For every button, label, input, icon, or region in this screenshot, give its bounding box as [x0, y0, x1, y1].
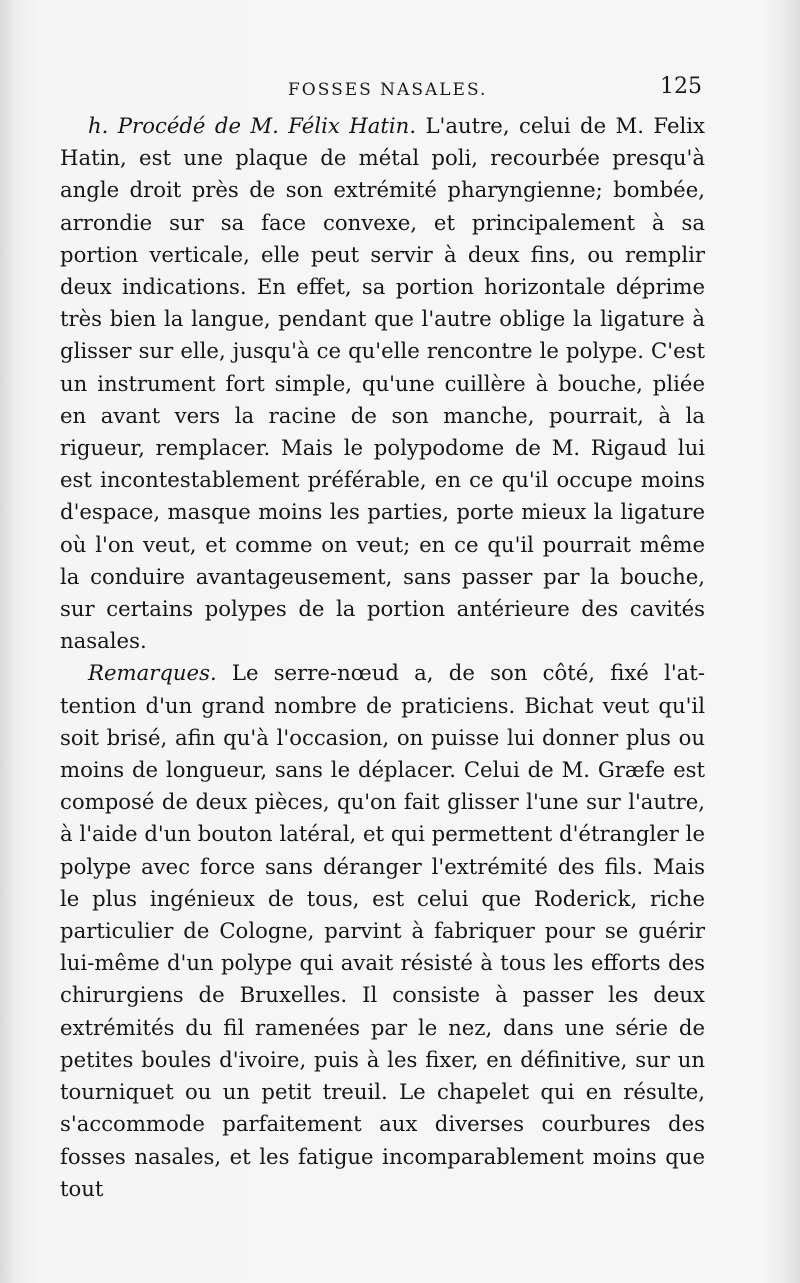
paragraph-procede-hatin [60, 110, 705, 657]
section-heading-procede-hatin: h. Procédé de M. Félix Hatin. [88, 113, 417, 138]
body-text [60, 110, 705, 1205]
page-header [60, 74, 710, 106]
section-heading-remarques: Remarques. [88, 660, 217, 686]
paragraph-remarques [60, 657, 705, 1204]
paragraph-text: L'autre, celui de M. Felix Hatin, est une plaque de métal poli, recourbée presqu'à angle droit près de son extrémité pharyngienne; bombée, arrondie sur sa face convexe, et principalement à sa portion verticale, elle peut servir à deux fins, ou remplir deux indications. En effet, sa portion horizontale déprime très bien la langue, pendant que l'autre oblige la ligature à glisser sur elle, jusqu'à ce qu'elle rencontre le polype. C'est un instrument fort simple, qu'une cuillère à bouche, pliée en avant vers la racine de son manche, pourrait, à la rigueur, remplacer. Mais le polypodome de M. Rigaud lui est incontestablement préférable, en ce qu'il occupe moins d'espace, masque moins les parties, porte mieux la ligature où l'on veut, et comme on veut; en ce qu'il pourrait même la conduire avantageusement, sans passer par la bouche, sur certains polypes de la portion antérieure des cavités nasales. [60, 113, 705, 654]
paragraph-text: Le serre-nœud a, de son côté, fixé l'attention d'un grand nombre de praticiens. Bichat veut qu'il soit brisé, afin qu'à l'occasion, on puisse lui donner plus ou moins de longueur, sans le déplacer. Celui de M. Græfe est composé de deux pièces, qu'on fait glisser l'une sur l'autre, à l'aide d'un bouton latéral, et qui permettent d'étrangler le polype avec force sans déranger l'extrémité des fils. Mais le plus ingénieux de tous, est celui que Roderick, riche particulier de Cologne, parvint à fabriquer pour se guérir lui-même d'un polype qui avait résisté à tous les efforts des chirurgiens de Bruxelles. Il consiste à passer les deux extrémités du fil ramenées par le nez, dans une série de petites boules d'ivoire, puis à les fixer, en définitive, sur un tourniquet ou un petit treuil. Le chapelet qui en résulte, s'accommode parfaitement aux diverses courbures des fosses nasales, et les fatigue incomparablement moins que tout [60, 660, 705, 1201]
page-number: 125 [660, 74, 702, 99]
running-title: FOSSES NASALES. [288, 80, 488, 100]
